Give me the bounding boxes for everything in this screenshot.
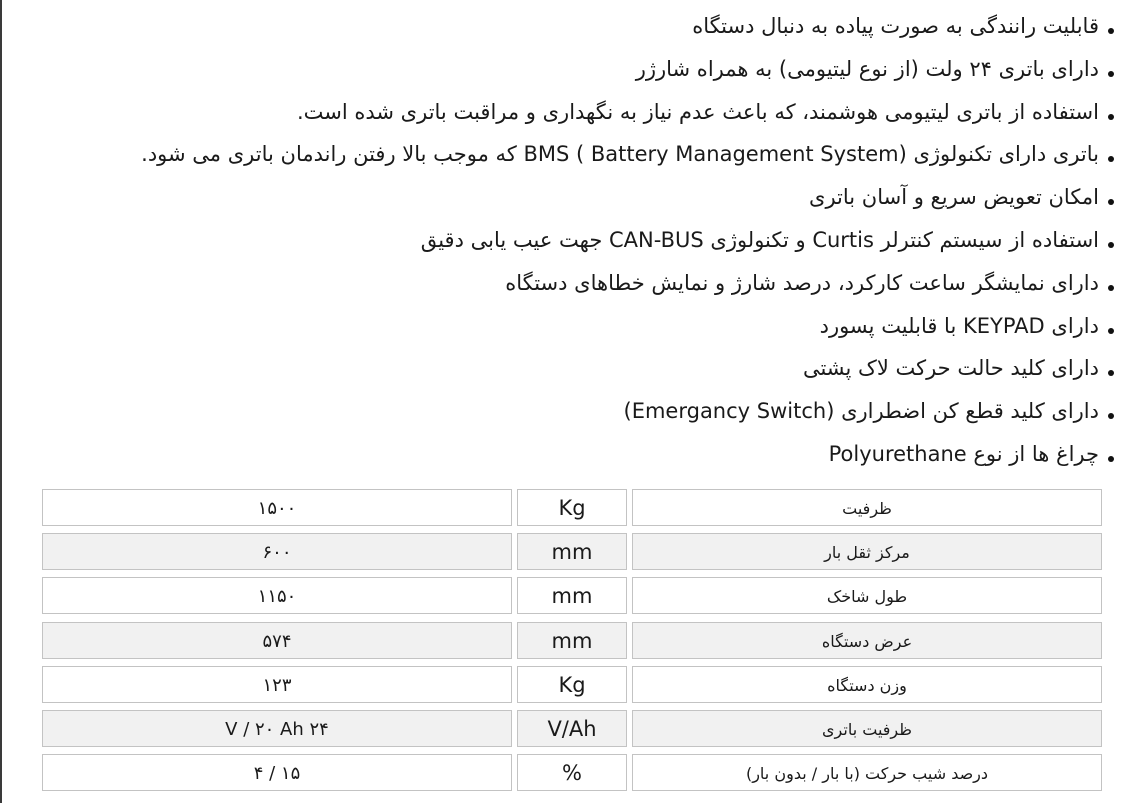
bullet-icon [1108, 285, 1114, 291]
feature-list [34, 5, 1114, 476]
spec-row-width [42, 622, 1102, 659]
spec-table [42, 489, 1102, 798]
spec-row-weight [42, 666, 1102, 703]
bullet-icon [1108, 28, 1114, 34]
spec-label: وزن دستگاه [632, 666, 1102, 703]
feature-text: استفاده از سیستم کنترلر Curtis و تکنولوژی CAN-BUS جهت عیب یابی دقیق [420, 227, 1099, 252]
spec-value: ۱۵۰۰ [42, 489, 512, 526]
feature-item [34, 48, 1114, 91]
spec-unit: Kg [517, 666, 627, 703]
feature-item [34, 5, 1114, 48]
bullet-icon [1108, 456, 1114, 462]
feature-item [34, 133, 1114, 176]
feature-text: امکان تعویض سریع و آسان باتری [809, 185, 1099, 210]
spec-unit: mm [517, 533, 627, 570]
spec-unit: V/Ah [517, 710, 627, 747]
spec-value: ۶۰۰ [42, 533, 512, 570]
feature-text: دارای کلید حالت حرکت لاک پشتی [802, 356, 1099, 381]
feature-item [34, 305, 1114, 348]
bullet-icon [1108, 370, 1114, 376]
feature-item [34, 219, 1114, 262]
feature-item [34, 433, 1114, 476]
feature-text: قابلیت رانندگی به صورت پیاده به دنبال دستگاه [692, 14, 1099, 38]
spec-label: ظرفیت [632, 489, 1102, 526]
spec-label: درصد شیب حرکت (با بار / بدون بار) [632, 754, 1102, 791]
bullet-icon [1108, 242, 1114, 248]
spec-unit: % [517, 754, 627, 791]
spec-label: ظرفیت باتری [632, 710, 1102, 747]
feature-text: چراغ ها از نوع Polyurethane [828, 441, 1099, 466]
feature-item [34, 176, 1114, 219]
left-border-line [0, 0, 2, 803]
feature-text: دارای نمایشگر ساعت کارکرد، درصد شارژ و نمایش خطاهای دستگاه [505, 270, 1099, 295]
feature-text: استفاده از باتری لیتیومی هوشمند، که باعث عدم نیاز به نگهداری و مراقبت باتری شده است. [296, 99, 1099, 124]
bullet-icon [1108, 156, 1114, 162]
spec-value: ۱۱۵۰ [42, 577, 512, 614]
spec-value: ۲۴ V / ۲۰ Ah [42, 710, 512, 747]
feature-text: باتری دارای تکنولوژی (BMS ( Battery Management System که موجب بالا رفتن راندمان باتری می شود. [141, 142, 1099, 167]
feature-item [34, 91, 1114, 134]
spec-value: ۱۲۳ [42, 666, 512, 703]
spec-label: مرکز ثقل بار [632, 533, 1102, 570]
bullet-icon [1108, 413, 1114, 419]
spec-value: ۵۷۴ [42, 622, 512, 659]
feature-text: دارای کلید قطع کن اضطراری (Emergancy Switch) [623, 399, 1099, 424]
feature-text: دارای باتری ۲۴ ولت (از نوع لیتیومی) به همراه شارژر [635, 56, 1099, 81]
bullet-icon [1108, 328, 1114, 334]
spec-row-fork-length [42, 577, 1102, 614]
spec-unit: Kg [517, 489, 627, 526]
feature-text: دارای KEYPAD با قابلیت پسورد [819, 313, 1099, 338]
spec-row-battery [42, 710, 1102, 747]
feature-item [34, 390, 1114, 433]
bullet-icon [1108, 71, 1114, 77]
spec-unit: mm [517, 622, 627, 659]
spec-label: طول شاخک [632, 577, 1102, 614]
bullet-icon [1108, 114, 1114, 120]
feature-item [34, 347, 1114, 390]
feature-item [34, 262, 1114, 305]
spec-row-capacity [42, 489, 1102, 526]
spec-row-gradeability [42, 754, 1102, 791]
bullet-icon [1108, 199, 1114, 205]
spec-unit: mm [517, 577, 627, 614]
spec-label: عرض دستگاه [632, 622, 1102, 659]
spec-row-load-center [42, 533, 1102, 570]
spec-value: ۱۵ / ۴ [42, 754, 512, 791]
